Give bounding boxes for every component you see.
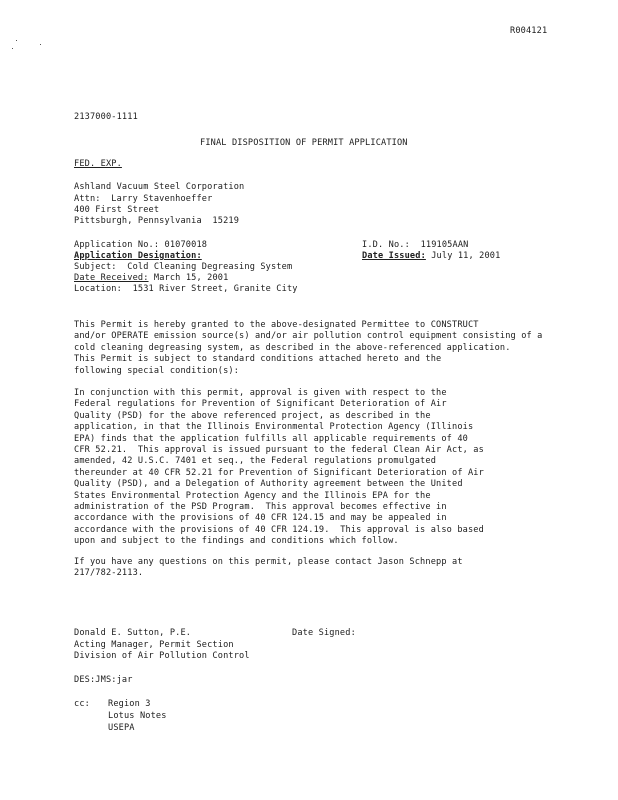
contact-paragraph	[74, 557, 554, 580]
paragraph-line: CFR 52.21. This approval is issued pursuant to the federal Clean Air Act, as	[74, 445, 484, 456]
paragraph-line: and/or OPERATE emission source(s) and/or air pollution control equipment consisting of a	[74, 331, 543, 342]
signer-division: Division of Air Pollution Control	[74, 651, 250, 661]
paragraph-line: 217/782-2113.	[74, 568, 144, 579]
date-signed-label: Date Signed:	[292, 628, 356, 638]
addressee-city: Pittsburgh, Pennsylvania 15219	[74, 216, 240, 226]
paragraph-line: Quality (PSD), and a Delegation of Authority agreement between the United	[74, 479, 463, 490]
paragraph-line: amended, 42 U.S.C. 7401 et seq., the Federal regulations promulgated	[74, 456, 437, 467]
signer-name: Donald E. Sutton, P.E.	[74, 628, 192, 638]
application-location: Location: 1531 River Street, Granite City	[74, 284, 298, 294]
paragraph-line: This Permit is subject to standard conditions attached hereto and the	[74, 354, 442, 365]
paragraph-line: If you have any questions on this permit, please contact Jason Schnepp at	[74, 557, 463, 567]
date-received-label: Date Received:	[74, 273, 149, 283]
date-received-value: March 15, 2001	[153, 273, 229, 283]
date-issued	[362, 251, 500, 262]
paragraph-line: accordance with the provisions of 40 CFR 124.15 and may be appealed in	[74, 513, 447, 524]
paragraph-line: This Permit is hereby granted to the above-designated Permittee to CONSTRUCT	[74, 320, 479, 330]
cc-recipient: Lotus Notes	[108, 711, 167, 721]
date-issued-label: Date Issued:	[362, 251, 426, 261]
document-id: R004121	[510, 26, 548, 36]
reference-number: 2137000-1111	[74, 112, 138, 122]
application-subject: Subject: Cold Cleaning Degreasing System	[74, 262, 293, 272]
cc-recipient: Region 3	[108, 699, 151, 709]
scan-speck	[12, 48, 13, 49]
delivery-method: FED. EXP.	[74, 159, 122, 169]
paragraph-line: application, in that the Illinois Environmental Protection Agency (Illinois	[74, 422, 474, 433]
paragraph-line: upon and subject to the findings and conditions which follow.	[74, 536, 399, 547]
paragraph-line: Federal regulations for Prevention of Significant Deterioration of Air	[74, 399, 447, 410]
application-designation: Application Designation:	[74, 251, 202, 261]
date-issued-value: July 11, 2001	[431, 251, 501, 261]
scan-speck	[40, 44, 41, 45]
paragraph-line: administration of the PSD Program. This approval becomes effective in	[74, 502, 447, 513]
cc-recipient: USEPA	[108, 723, 135, 733]
paragraph-line: cold cleaning degreasing system, as described in the above-referenced application.	[74, 342, 511, 353]
application-number: Application No.: 01070018	[74, 240, 208, 250]
psd-paragraph	[74, 388, 554, 548]
permit-paragraph	[74, 320, 554, 377]
paragraph-line: Quality (PSD) for the above referenced project, as described in the	[74, 410, 431, 421]
addressee-company: Ashland Vacuum Steel Corporation	[74, 182, 245, 192]
paragraph-line: EPA) finds that the application fulfills all applicable requirements of 40	[74, 433, 468, 444]
cc-label: cc:	[74, 699, 90, 709]
paragraph-line: In conjunction with this permit, approval is given with respect to the	[74, 388, 447, 398]
signer-role: Acting Manager, Permit Section	[74, 640, 234, 650]
identification-number: I.D. No.: 119105AAN	[362, 240, 469, 250]
paragraph-line: States Environmental Protection Agency and the Illinois EPA for the	[74, 490, 431, 501]
paragraph-line: thereunder at 40 CFR 52.21 for Prevention of Significant Deterioration of Air	[74, 467, 484, 478]
date-received	[74, 273, 228, 284]
addressee-attn: Attn: Larry Stavenhoeffer	[74, 194, 213, 204]
scan-speck	[16, 40, 17, 41]
paragraph-line: following special condition(s):	[74, 365, 240, 376]
document-title: FINAL DISPOSITION OF PERMIT APPLICATION	[200, 138, 408, 148]
paragraph-line: accordance with the provisions of 40 CFR 124.19. This approval is also based	[74, 524, 484, 535]
typist-initials: DES:JMS:jar	[74, 675, 133, 685]
addressee-street: 400 First Street	[74, 205, 160, 215]
